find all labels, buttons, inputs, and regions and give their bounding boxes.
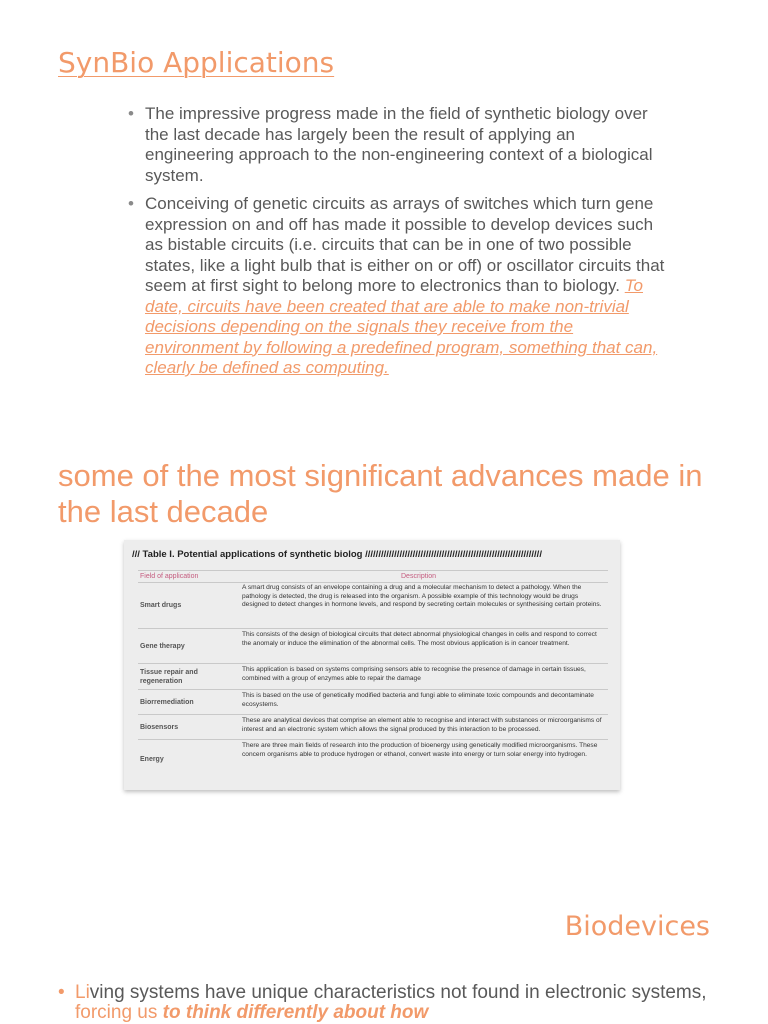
- biodevices-title: Biodevices: [564, 911, 710, 942]
- column-header-field: Field of application: [140, 573, 199, 580]
- table-title: /// Table I. Potential applications of synthetic biolog ///////////////////////////////////////////////////////////////////: [132, 549, 542, 560]
- row-description: There are three main fields of research into the production of bioenergy using genetically modified microorganisms. These concern organisms able to produce hydrogen or ethanol, convert waste into energy or turn solar energy into hydrogen.: [242, 742, 598, 758]
- bullet-text: ving systems have unique characteristics not found in electronic systems,: [89, 982, 707, 1003]
- table-row: [138, 740, 608, 778]
- row-field: Tissue repair and regeneration: [140, 668, 198, 685]
- section-heading: some of the most significant advances made in the last decade: [58, 458, 703, 529]
- row-field: Biosensors: [140, 723, 179, 731]
- table-row: [138, 690, 608, 715]
- bottom-bullet: [58, 983, 765, 1023]
- row-description: This application is based on systems comprising sensors able to recognise the presence of damage in certain tissues, combined with a group of enzymes able to repair the damage: [242, 666, 586, 682]
- bullet-list: [128, 104, 668, 387]
- bullet-text: Conceiving of genetic circuits as arrays of switches which turn gene expression on and off has made it possible to develop devices such as bistable circuits (i.e. circuits that can be in one of two possible states, like a light bulb that is either on or off) or oscillator circuits that seem at first sight to belong more to electronics than to biology.: [145, 194, 665, 295]
- row-description: These are analytical devices that comprise an element able to recognise and interact with substances or microorganisms of interest and an electronic system which allows the signal produced by this interaction to be processed.: [242, 717, 602, 733]
- table-row: [138, 629, 608, 664]
- row-field: Biorremediation: [140, 698, 194, 706]
- table-row: [138, 715, 608, 740]
- row-field: Energy: [140, 755, 164, 763]
- bullet-text: The impressive progress made in the field of synthetic biology over the last decade has largely been the result of applying an engineering approach to the non-engineering context of a biological system.: [145, 104, 653, 185]
- applications-table: [124, 540, 620, 790]
- row-description: This is based on the use of genetically modified bacteria and fungi able to eliminate toxic compounds and decontaminate ecosystems.: [242, 692, 594, 708]
- bullet-lead-letters: Li: [75, 982, 90, 1003]
- bullet-item: [128, 104, 668, 186]
- table-row: [138, 664, 608, 690]
- slide-title: SynBio Applications: [58, 46, 335, 79]
- bullet-item: [128, 194, 668, 379]
- row-description: This consists of the design of biological circuits that detect abnormal physiological changes in cells and respond to correct the anomaly or induce the elimination of the abnormal cells. The most obvious application is in cancer treatment.: [242, 631, 597, 647]
- row-field: Gene therapy: [140, 642, 185, 650]
- row-description: A smart drug consists of an envelope containing a drug and a molecular mechanism to detect a pathology. When the pathology is detected, the drug is released into the organism. A possible example of this technology would be drugs designed to detect changes in hormone levels, and respond by secreting certain molecules or synthesising certain proteins.: [242, 584, 602, 609]
- emphasis-link[interactable]: To date, circuits have been created that are able to make non-trivial decisions depending on the signals they receive from the environment by following a predefined program, something that can, clearly be defined as computing.: [145, 276, 658, 377]
- column-header-description: Description: [401, 573, 437, 580]
- emphasis-text: to think differently about how: [162, 1002, 429, 1023]
- row-field: Smart drugs: [140, 601, 182, 609]
- accent-text: forcing us: [75, 1002, 163, 1023]
- table-row: [138, 582, 608, 629]
